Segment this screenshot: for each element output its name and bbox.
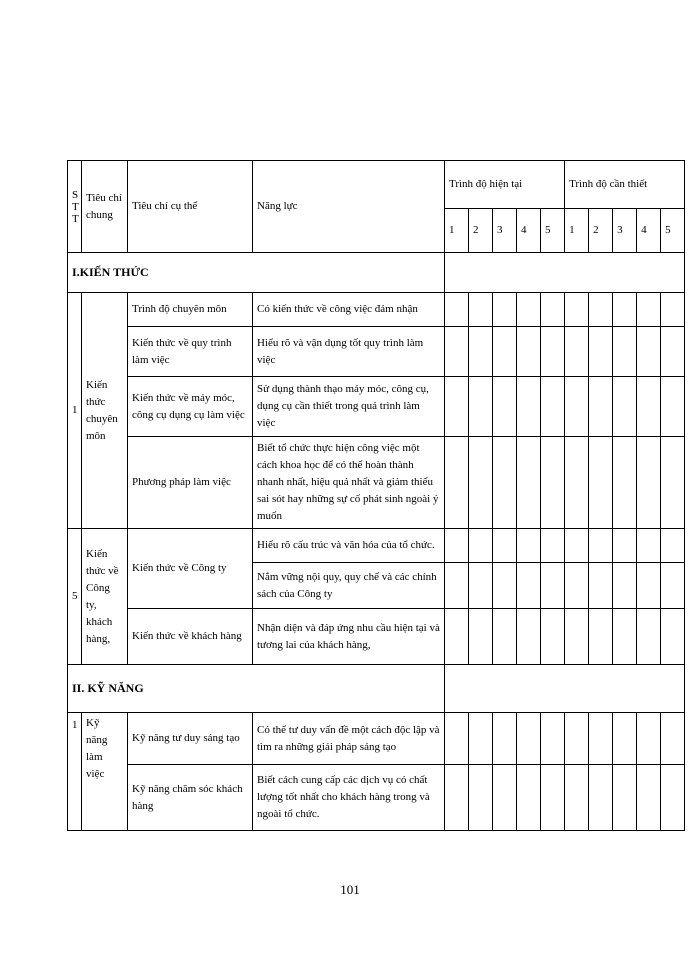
rating-cell[interactable] <box>517 377 541 437</box>
section-row <box>68 253 685 293</box>
competency-header: Năng lực <box>253 161 445 253</box>
rating-cell[interactable] <box>589 713 613 765</box>
competency-cell: Biết cách cung cấp các dịch vụ có chất lượng tốt nhất cho khách hàng trong và ngoài tổ chức. <box>253 765 445 831</box>
rating-cell[interactable] <box>661 437 685 529</box>
rating-cell[interactable] <box>661 327 685 377</box>
rating-cell[interactable] <box>517 529 541 563</box>
required-level-1: 1 <box>565 209 589 253</box>
rating-cell[interactable] <box>541 765 565 831</box>
rating-cell[interactable] <box>589 765 613 831</box>
rating-cell[interactable] <box>661 293 685 327</box>
rating-cell[interactable] <box>541 293 565 327</box>
rating-cell[interactable] <box>565 327 589 377</box>
section-blank <box>445 253 685 293</box>
rating-cell[interactable] <box>613 765 637 831</box>
criterion-cell: Phương pháp làm việc <box>128 437 253 529</box>
rating-cell[interactable] <box>661 377 685 437</box>
competency-cell: Hiểu rõ và vận dụng tốt quy trình làm việc <box>253 327 445 377</box>
rating-cell[interactable] <box>637 293 661 327</box>
rating-cell[interactable] <box>445 713 469 765</box>
rating-cell[interactable] <box>637 713 661 765</box>
rating-cell[interactable] <box>613 563 637 609</box>
required-level-4: 4 <box>637 209 661 253</box>
rating-cell[interactable] <box>541 377 565 437</box>
table-row <box>68 293 685 327</box>
rating-cell[interactable] <box>445 327 469 377</box>
competency-cell: Nhận diện và đáp ứng nhu cầu hiện tại và tương lai của khách hàng, <box>253 609 445 665</box>
rating-cell[interactable] <box>469 713 493 765</box>
current-level-4: 4 <box>517 209 541 253</box>
rating-cell[interactable] <box>661 713 685 765</box>
criterion-cell: Kiến thức về khách hàng <box>128 609 253 665</box>
rating-cell[interactable] <box>445 377 469 437</box>
current-level-3: 3 <box>493 209 517 253</box>
rating-cell[interactable] <box>661 765 685 831</box>
rating-cell[interactable] <box>565 293 589 327</box>
table-row <box>68 765 685 831</box>
general-criteria-cell: Kỹ năng làm việc <box>82 713 128 831</box>
current-level-2: 2 <box>469 209 493 253</box>
rating-cell[interactable] <box>565 377 589 437</box>
rating-cell[interactable] <box>517 563 541 609</box>
section-title: I.KIẾN THỨC <box>68 253 445 293</box>
rating-cell[interactable] <box>445 437 469 529</box>
specific-criteria-header: Tiêu chí cụ thể <box>128 161 253 253</box>
criterion-cell: Kiến thức về quy trình làm việc <box>128 327 253 377</box>
table-row <box>68 327 685 377</box>
criterion-cell: Kỹ năng tư duy sáng tạo <box>128 713 253 765</box>
rating-cell[interactable] <box>589 563 613 609</box>
rating-cell[interactable] <box>469 327 493 377</box>
competency-cell: Biết tổ chức thực hiện công việc một cách khoa học để có thể hoàn thành nhanh nhất, hiệu quả nhất và giảm thiểu sai sót hay những sự cố phát sinh ngoài ý muốn <box>253 437 445 529</box>
section-title: II. KỸ NĂNG <box>68 665 445 713</box>
rating-cell[interactable] <box>517 293 541 327</box>
rating-cell[interactable] <box>445 529 469 563</box>
rating-cell[interactable] <box>613 713 637 765</box>
rating-cell[interactable] <box>637 327 661 377</box>
rating-cell[interactable] <box>493 529 517 563</box>
rating-cell[interactable] <box>517 609 541 665</box>
rating-cell[interactable] <box>469 293 493 327</box>
table-row <box>68 437 685 529</box>
rating-cell[interactable] <box>661 529 685 563</box>
stt-cell: 5 <box>68 529 82 665</box>
rating-cell[interactable] <box>661 563 685 609</box>
general-criteria-header: Tiêu chí chung <box>82 161 128 253</box>
rating-cell[interactable] <box>637 377 661 437</box>
competency-cell: Nắm vững nội quy, quy chế và các chính sách của Công ty <box>253 563 445 609</box>
stt-header: S T T <box>68 161 82 253</box>
rating-cell[interactable] <box>589 377 613 437</box>
rating-cell[interactable] <box>517 437 541 529</box>
rating-cell[interactable] <box>493 293 517 327</box>
current-level-5: 5 <box>541 209 565 253</box>
criterion-cell: Kiến thức về Công ty <box>128 529 253 609</box>
rating-cell[interactable] <box>565 609 589 665</box>
rating-cell[interactable] <box>445 293 469 327</box>
table-row <box>68 529 685 563</box>
stt-cell: 1 <box>68 713 82 831</box>
rating-cell[interactable] <box>613 437 637 529</box>
rating-cell[interactable] <box>637 437 661 529</box>
stt-cell: 1 <box>68 293 82 529</box>
rating-cell[interactable] <box>565 765 589 831</box>
competency-cell: Hiểu rõ cấu trúc và văn hóa của tổ chức. <box>253 529 445 563</box>
rating-cell[interactable] <box>541 713 565 765</box>
rating-cell[interactable] <box>565 529 589 563</box>
rating-cell[interactable] <box>637 563 661 609</box>
rating-cell[interactable] <box>589 327 613 377</box>
rating-cell[interactable] <box>541 327 565 377</box>
rating-cell[interactable] <box>469 437 493 529</box>
rating-cell[interactable] <box>517 765 541 831</box>
rating-cell[interactable] <box>613 377 637 437</box>
required-level-2: 2 <box>589 209 613 253</box>
rating-cell[interactable] <box>493 327 517 377</box>
required-level-3: 3 <box>613 209 637 253</box>
rating-cell[interactable] <box>469 563 493 609</box>
table-row <box>68 609 685 665</box>
rating-cell[interactable] <box>541 437 565 529</box>
section-blank <box>445 665 685 713</box>
rating-cell[interactable] <box>445 765 469 831</box>
rating-cell[interactable] <box>589 437 613 529</box>
competency-cell: Sử dụng thành thạo máy móc, công cụ, dụng cụ cần thiết trong quá trình làm việc <box>253 377 445 437</box>
rating-cell[interactable] <box>637 765 661 831</box>
rating-cell[interactable] <box>589 293 613 327</box>
table-row <box>68 377 685 437</box>
competency-table <box>67 160 685 831</box>
rating-cell[interactable] <box>469 529 493 563</box>
rating-cell[interactable] <box>589 609 613 665</box>
competency-cell: Có kiến thức về công việc đảm nhận <box>253 293 445 327</box>
rating-cell[interactable] <box>613 293 637 327</box>
criterion-cell: Trình độ chuyên môn <box>128 293 253 327</box>
page-number: 101 <box>340 882 360 897</box>
rating-cell[interactable] <box>493 609 517 665</box>
required-level-5: 5 <box>661 209 685 253</box>
rating-cell[interactable] <box>541 529 565 563</box>
rating-cell[interactable] <box>661 609 685 665</box>
general-criteria-cell: Kiến thức về Công ty, khách hàng, <box>82 529 128 665</box>
rating-cell[interactable] <box>493 377 517 437</box>
table-row <box>68 713 685 765</box>
competency-cell: Có thể tư duy vấn đề một cách độc lập và tìm ra những giải pháp sáng tạo <box>253 713 445 765</box>
rating-cell[interactable] <box>589 529 613 563</box>
criterion-cell: Kỹ năng chăm sóc khách hàng <box>128 765 253 831</box>
rating-cell[interactable] <box>493 765 517 831</box>
rating-cell[interactable] <box>493 437 517 529</box>
required-level-header: Trình độ cần thiết <box>565 161 685 209</box>
header-row <box>68 161 685 209</box>
current-level-header: Trình độ hiện tại <box>445 161 565 209</box>
rating-cell[interactable] <box>517 713 541 765</box>
rating-cell[interactable] <box>493 713 517 765</box>
rating-cell[interactable] <box>469 377 493 437</box>
rating-cell[interactable] <box>469 609 493 665</box>
rating-cell[interactable] <box>565 563 589 609</box>
section-row <box>68 665 685 713</box>
rating-cell[interactable] <box>541 609 565 665</box>
rating-cell[interactable] <box>613 609 637 665</box>
rating-cell[interactable] <box>445 563 469 609</box>
rating-cell[interactable] <box>565 437 589 529</box>
criterion-cell: Kiến thức về máy móc, công cụ dụng cụ làm việc <box>128 377 253 437</box>
rating-cell[interactable] <box>445 609 469 665</box>
rating-cell[interactable] <box>469 765 493 831</box>
rating-cell[interactable] <box>613 529 637 563</box>
rating-cell[interactable] <box>517 327 541 377</box>
rating-cell[interactable] <box>637 529 661 563</box>
current-level-1: 1 <box>445 209 469 253</box>
rating-cell[interactable] <box>541 563 565 609</box>
rating-cell[interactable] <box>565 713 589 765</box>
rating-cell[interactable] <box>637 609 661 665</box>
general-criteria-cell: Kiến thức chuyên môn <box>82 293 128 529</box>
rating-cell[interactable] <box>613 327 637 377</box>
rating-cell[interactable] <box>493 563 517 609</box>
